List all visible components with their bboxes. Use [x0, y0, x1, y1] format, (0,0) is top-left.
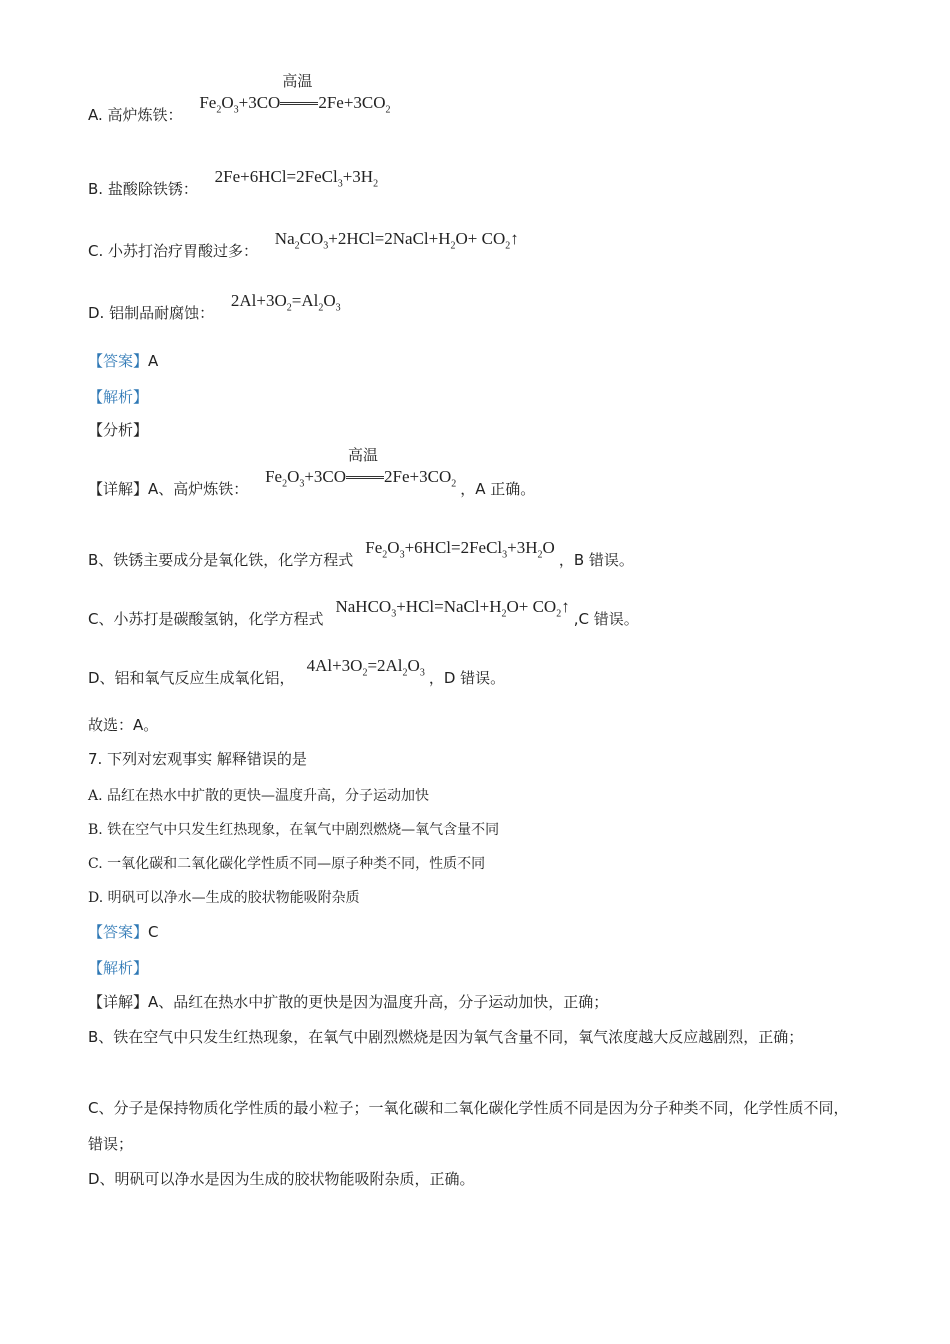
detail-c-suffix: ,C 错误。: [573, 610, 639, 628]
q7-option-b: B. 铁在空气中只发生红热现象，在氧气中剧烈燃烧—氧气含量不同: [88, 822, 500, 838]
answer-tag: 【答案】: [88, 352, 149, 370]
answer-value: A: [148, 352, 159, 370]
detail-tag: 【详解】: [88, 480, 149, 498]
option-d-label: D. 铝制品耐腐蚀：: [88, 304, 215, 322]
q7-analysis-tag: 【解析】: [88, 959, 149, 977]
detail-d-text: D、铝和氧气反应生成氧化铝，: [88, 669, 295, 687]
detail-a-text: A、高炉炼铁：: [148, 480, 249, 498]
q7-stem: 7. 下列对宏观事实 解释错误的是: [88, 750, 307, 768]
fenxi-tag: 【分析】: [88, 421, 149, 439]
detail-d-suffix: ，D 错误。: [428, 669, 506, 687]
detail-c: [88, 597, 639, 637]
option-b: [88, 167, 382, 207]
detail-c-equation: $NaHCO_3+HCl=NaCl+H_2O+$ $CO_2↑$: [335, 597, 570, 620]
analysis-tag: 【解析】: [88, 388, 149, 406]
detail-a-equation: $Fe_2O_3+3CO$ 高温 $2Fe+3CO_2$: [265, 446, 457, 490]
detail-d: [88, 656, 506, 696]
detail-a: [88, 446, 536, 507]
q7-detail-d: D、明矾可以净水是因为生成的胶状物能吸附杂质，正确。: [88, 1170, 475, 1188]
conclusion: 故选：A。: [88, 716, 159, 734]
detail-b-text: B、铁锈主要成分是氧化铁，化学方程式: [88, 551, 354, 569]
option-c-label: C. 小苏打治疗胃酸过多：: [88, 242, 259, 260]
detail-a-suffix: ，A 正确。: [460, 480, 536, 498]
detail-a-condition: 高温: [346, 466, 384, 488]
option-c: [88, 229, 523, 269]
detail-c-text: C、小苏打是碳酸氢钠，化学方程式: [88, 610, 324, 628]
detail-b-suffix: ，B 错误。: [558, 551, 634, 569]
q7-answer-line: [88, 921, 159, 943]
equation-a: $Fe_2O_3+3CO$ 高温 $2Fe+3CO_2$: [199, 72, 391, 116]
q7-detail-a: [88, 991, 608, 1013]
q7-answer-value: C: [148, 923, 159, 941]
equation-c: $Na_2CO_3+2HCl=2NaCl+H_2O+$ $CO_2↑$: [274, 229, 519, 252]
detail-b-equation: $Fe_2O_3+6HCl=2FeCl_3+3H_2O$: [365, 538, 555, 561]
equation-b: $2Fe+6HCl=2FeCl_3+3H_2$: [214, 167, 379, 190]
q7-option-d: D. 明矾可以净水—生成的胶状物能吸附杂质: [88, 890, 360, 906]
answer-line: [88, 350, 158, 372]
q7-detail-a-text: A、品红在热水中扩散的更快是因为温度升高，分子运动加快，正确；: [148, 993, 609, 1011]
q7-answer-tag: 【答案】: [88, 923, 149, 941]
detail-d-equation: $4Al+3O_2=2Al_2O_3$: [306, 656, 425, 679]
option-d: [88, 291, 345, 331]
q7-detail-tag: 【详解】: [88, 993, 149, 1011]
q7-detail-b: B、铁在空气中只发生红热现象，在氧气中剧烈燃烧是因为氧气含量不同，氧气浓度越大反应越剧烈，正确；: [88, 1028, 804, 1046]
q7-option-a: A. 品红在热水中扩散的更快—温度升高，分子运动加快: [88, 788, 430, 804]
option-a-label: A. 高炉炼铁：: [88, 106, 183, 124]
option-a: [88, 72, 395, 133]
detail-b: [88, 538, 634, 578]
q7-option-c: C. 一氧化碳和二氧化碳化学性质不同—原子种类不同，性质不同: [88, 856, 486, 872]
option-b-label: B. 盐酸除铁锈：: [88, 180, 198, 198]
reaction-condition: 高温: [280, 92, 318, 114]
q7-detail-c: C、分子是保持物质化学性质的最小粒子；一氧化碳和二氧化碳化学性质不同是因为分子种类不同，化学性质不同，错误；: [88, 1099, 849, 1153]
equation-d: $2Al+3O_2=Al_2O_3$: [230, 291, 341, 314]
